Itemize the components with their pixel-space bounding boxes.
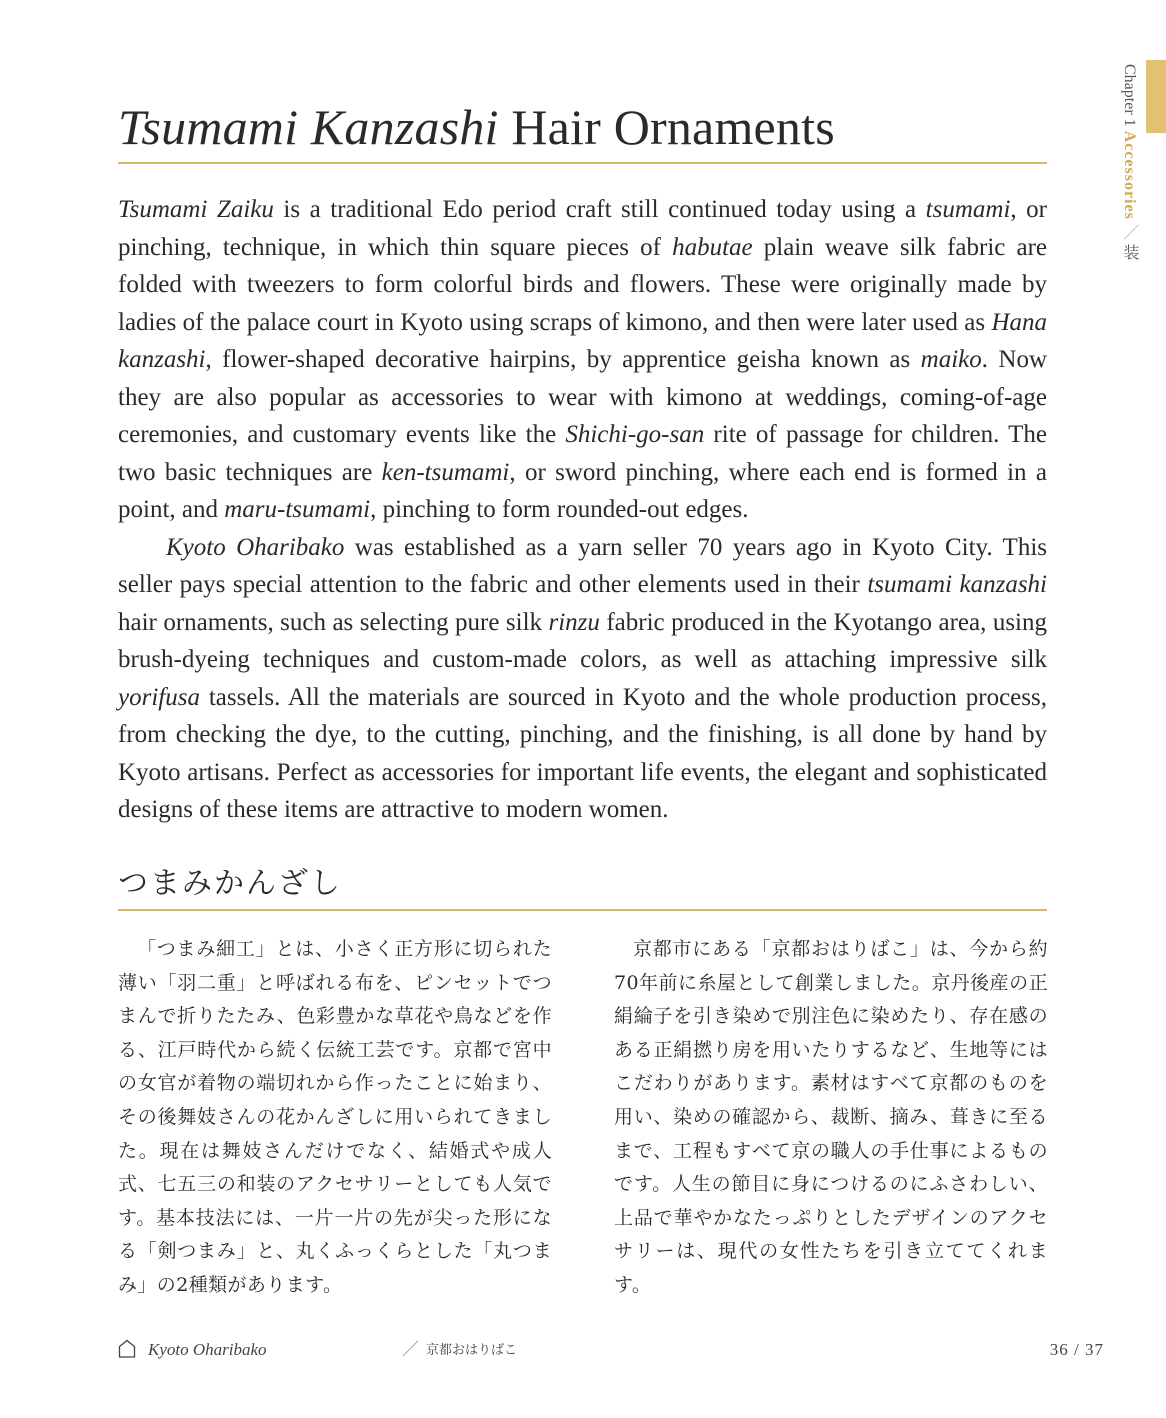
english-body — [118, 191, 1047, 829]
body-text: plain weave silk fabric are folded with tweezers to form colorful birds and flowers. These were originally made by ladies of the palace court in Kyoto using scraps of kimono, and then were later used as — [118, 233, 1047, 336]
chapter-label: Chapter 1 — [1121, 64, 1138, 127]
title-italic: Tsumami Kanzashi — [118, 99, 499, 155]
title-underline — [118, 162, 1047, 164]
body-text: , or sword pinching, where each end is formed in a point, and — [118, 458, 1047, 523]
body-text: , pinching to form rounded-out edges. — [370, 496, 749, 523]
body-text: rite of passage for children. The two basic techniques are — [118, 421, 1047, 486]
japanese-heading-underline — [118, 909, 1047, 911]
chapter-side-label[interactable] — [1118, 64, 1140, 260]
body-text: was established as a yarn seller 70 years ago in Kyoto City. This seller pays special attention to the fabric and other elements used in their — [118, 533, 1047, 598]
footer-shop-name: Kyoto Oharibako — [148, 1340, 267, 1359]
chapter-tab-marker — [1146, 60, 1166, 133]
house-outline-icon — [118, 1339, 136, 1358]
italic-term: Tsumami Zaiku — [118, 196, 274, 223]
body-text: tassels. All the materials are sourced in Kyoto and the whole production process, from checking the dye, to the cutting, pinching, and the finishing, is all done by hand by Kyoto artisans. Perfect as accessories for important life events, the elegant and sophisticated designs of these items are attractive to modern women. — [118, 683, 1047, 823]
japanese-body-right: 京都市にある「京都おはりばこ」は、今から約70年前に糸屋として創業しました。京丹後産の正絹綸子を引き染めで別注色に染めたり、存在感のある正絹撚り房を用いたりするなど、生地等にはこだわりがあります。素材はすべて京都のものを用い、染めの確認から、裁断、摘み、葺きに至るまで、工程もすべて京の職人の手仕事によるものです。人生の節目に身につけるのにふさわしい、上品で華やかなたっぷりとしたデザインのアクセサリーは、現代の女性たちを引き立ててくれます。 — [614, 938, 1048, 1296]
italic-term: habutae — [672, 233, 753, 261]
footer — [118, 1338, 1104, 1362]
italic-term: tsumami kanzashi — [867, 571, 1048, 598]
body-text: is a traditional Edo period craft still continued today using a — [273, 196, 926, 223]
body-text: fabric produced in the Kyotango area, using brush-dyeing techniques and custom-made colors, as well as attaching impressive silk — [118, 608, 1047, 673]
section-label-jp: 装 — [1121, 243, 1138, 260]
body-text: . Now they are also popular as accessories to wear with kimono at weddings, coming-of-age ceremonies, and customary events like the — [118, 346, 1048, 448]
body-text: , or pinching, technique, in which thin square pieces of — [118, 196, 1048, 261]
italic-term: Kyoto Oharibako — [166, 533, 345, 561]
title-rest: Hair Ornaments — [498, 99, 835, 155]
italic-term: Hana kanzashi — [118, 308, 1047, 373]
italic-term: maru-tsumami — [224, 496, 371, 523]
italic-term: rinzu — [548, 608, 600, 636]
body-text: , flower-shaped decorative hairpins, by apprentice geisha known as — [205, 346, 921, 373]
page-title — [118, 94, 1047, 160]
italic-term: ken-tsumami — [381, 458, 510, 486]
italic-term: maiko — [920, 346, 982, 373]
body-text: hair ornaments, such as selecting pure silk — [118, 608, 549, 636]
english-paragraph — [118, 191, 1047, 529]
footer-shop-name-jp: 京都おはりばこ — [426, 1343, 518, 1358]
italic-term: yorifusa — [118, 683, 200, 711]
page-numbers: 36 / 37 — [1049, 1340, 1104, 1359]
section-label: Accessories — [1121, 130, 1138, 220]
side-separator: ／ — [1121, 223, 1138, 240]
english-paragraph — [118, 529, 1047, 829]
japanese-body-left: 「つまみ細工」とは、小さく正方形に切られた薄い「羽二重」と呼ばれる布を、ピンセットでつまんで折りたたみ、色彩豊かな草花や鳥などを作る、江戸時代から続く伝統工芸です。京都で宮中の女官が着物の端切れから作ったことに始まり、その後舞妓さんの花かんざしに用いられてきました。現在は舞妓さんだけでなく、結婚式や成人式、七五三の和装のアクセサリーとしても人気です。基本技法には、一片一片の先が尖った形になる「剣つまみ」と、丸くふっくらとした「丸つまみ」の2種類があります。 — [118, 938, 552, 1296]
japanese-heading: つまみかんざし — [118, 866, 342, 901]
italic-term: Shichi-go-san — [565, 421, 705, 448]
footer-separator: ／ — [402, 1340, 419, 1359]
italic-term: tsumami — [925, 196, 1011, 223]
